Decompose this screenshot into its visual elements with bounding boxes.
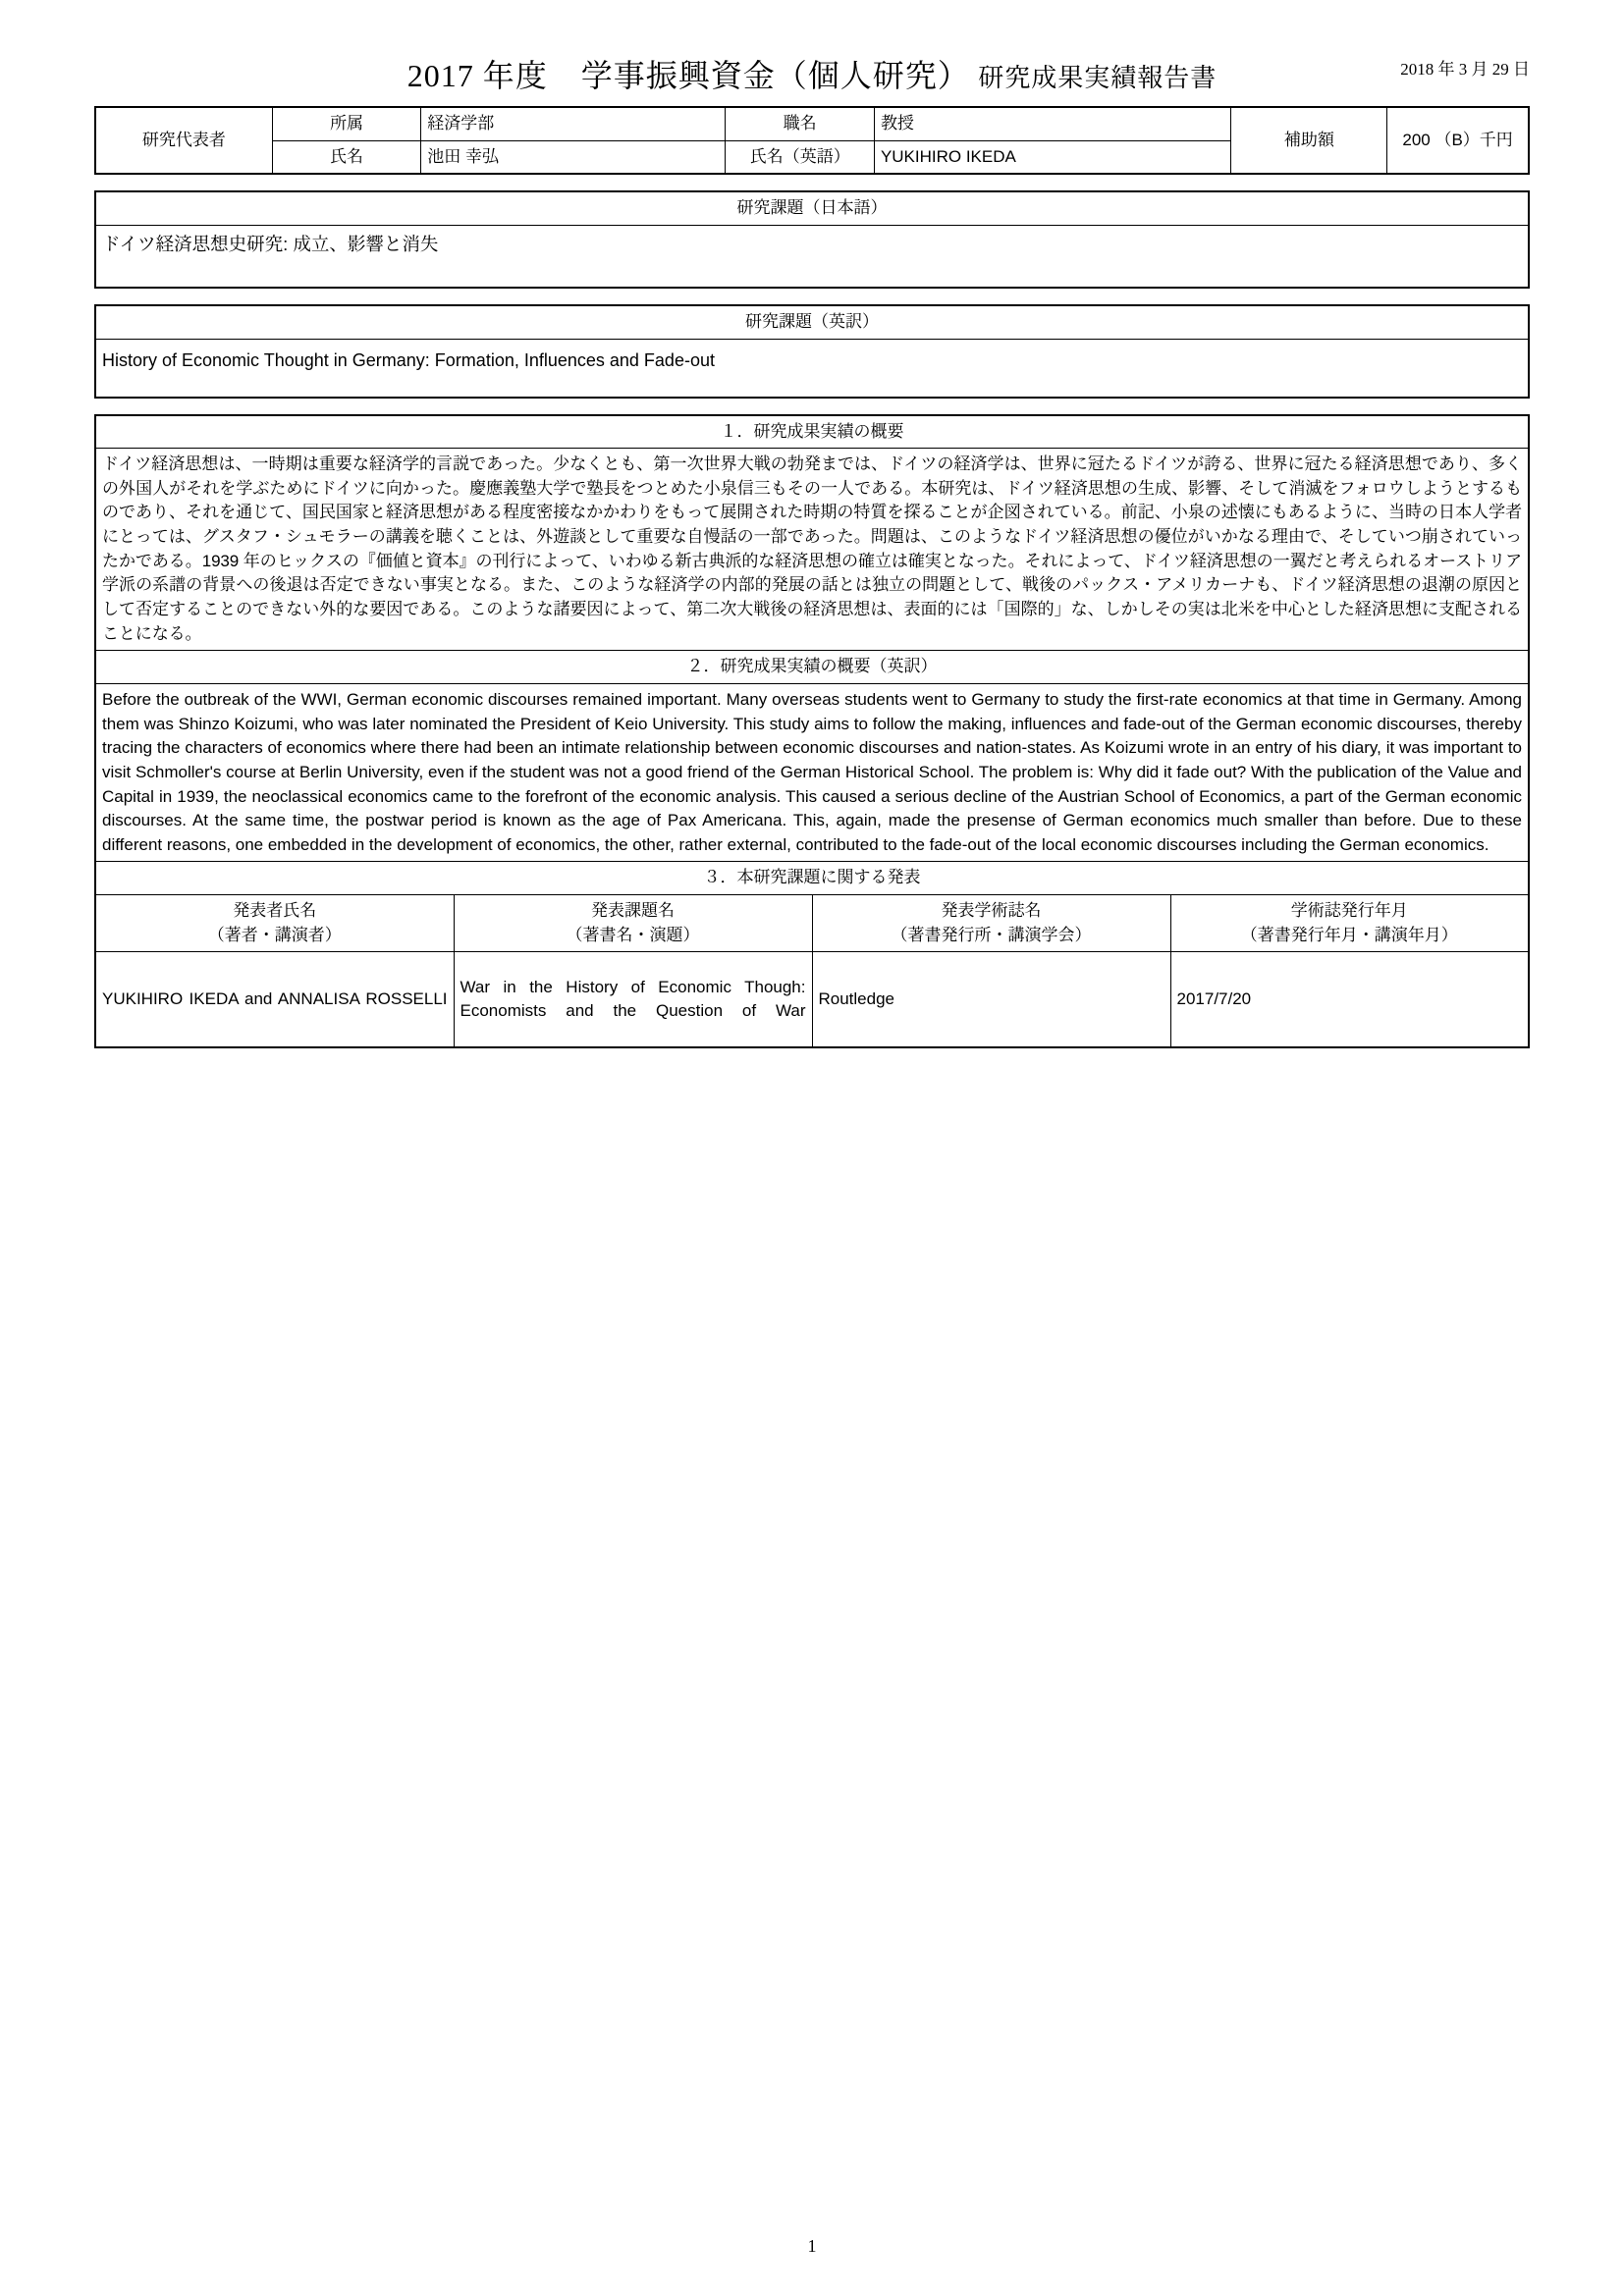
publications-col-authors (95, 895, 454, 952)
publications-col-journal-line2: （著書発行所・講演学会） (891, 925, 1092, 944)
publications-col-title (454, 895, 812, 952)
affiliation-label: 所属 (272, 107, 420, 140)
report-date: 2018 年 3 月 29 日 (1400, 60, 1530, 79)
publications-col-authors-line1: 発表者氏名 (233, 901, 317, 921)
summary-jp-heading: １．研究成果実績の概要 (95, 415, 1529, 449)
name-en-label: 氏名（英語） (726, 140, 874, 174)
publication-journal: Routledge (812, 952, 1170, 1048)
theme-jp-value: ドイツ経済思想史研究: 成立、影響と消失 (95, 225, 1529, 288)
publications-col-title-line2: （著書名・演題） (566, 925, 700, 944)
publications-col-journal (812, 895, 1170, 952)
affiliation-value: 経済学部 (421, 107, 726, 140)
name-en-value: YUKIHIRO IKEDA (874, 140, 1231, 174)
summary-en-heading: ２．研究成果実績の概要（英訳） (95, 651, 1529, 684)
publication-authors: YUKIHIRO IKEDA and ANNALISA ROSSELLI (95, 952, 454, 1048)
spacer-3 (94, 399, 1530, 414)
position-label: 職名 (726, 107, 874, 140)
publications-col-date-line1: 学術誌発行年月 (1290, 901, 1408, 921)
theme-jp-table (94, 190, 1530, 289)
name-value: 池田 幸弘 (421, 140, 726, 174)
summary-en-body: Before the outbreak of the WWI, German economic discourses remained important. Many overseas students went to Germany to study the first-rate economics at that time in Germany. Among them was Shinzo Koizumi, who was later nominated the President of Keio University. This study aims to follow the making, influences and fade-out of the German economic discourses, thereby tracing the characters of economics where there had been an intimate relationship between economic discourses and nation-states. As Koizumi wrote in an entry of his diary, it was important to visit Schmoller's course at Berlin University, even if the student was not a good friend of the German Historical School. The problem is: Why did it fade out? With the publication of the Value and Capital in 1939, the neoclassical economics came to the forefront of the economic analysis. This caused a serious decline of the Austrian School of Economics, a part of the German economic discourses. At the same time, the postwar period is known as the age of Pax Americana. This, again, made the presense of German economics much smaller than before. Due to these different reasons, one embedded in the development of economics, the other, rather external, contributed to the fade-out of the local economic discourses including the German economics. (95, 683, 1529, 861)
theme-en-heading: 研究課題（英訳） (95, 305, 1529, 339)
summary-jp-body: ドイツ経済思想は、一時期は重要な経済学的言説であった。少なくとも、第一次世界大戦の勃発までは、ドイツの経済学は、世界に冠たるドイツが誇る、世界に冠たる経済思想であり、多くの外国人がそれを学ぶためにドイツに向かった。慶應義塾大学で塾長をつとめた小泉信三もその一人である。本研究は、ドイツ経済思想の生成、影響、そして消滅をフォロウしようとするものであり、それを通じて、国民国家と経済思想がある程度密接なかかわりをもって展開された時期の特質を探ることが企図されている。前記、小泉の述懐にもあるように、当時の日本人学者にとっては、グスタフ・シュモラーの講義を聴くことは、外遊談として重要な自慢話の一部であった。問題は、このようなドイツ経済思想の優位がいかなる理由で、そしていつ崩されていったかである。1939 年のヒックスの『価値と資本』の刊行によって、いわゆる新古典派的な経済思想の確立は確実となった。それによって、ドイツ経済思想の一翼だと考えられるオーストリア学派の系譜の背景への後退は否定できない事実となる。また、このような経済学の内部的発展の話とは独立の問題として、戦後のパックス・アメリカーナも、ドイツ経済思想の退潮の原因として否定することのできない外的な要因である。このような諸要因によって、第二次大戦後の経済思想は、表面的には「国際的」な、しかしその実は北米を中心とした経済思想に支配されることになる。 (95, 449, 1529, 651)
publications-col-journal-line1: 発表学術誌名 (941, 901, 1042, 921)
spacer-2 (94, 289, 1530, 304)
page-number: 1 (807, 2236, 817, 2256)
publications-heading: ３．本研究課題に関する発表 (95, 862, 1529, 895)
title-sub: 研究成果実績報告書 (978, 64, 1218, 92)
publications-col-title-line1: 発表課題名 (591, 901, 675, 921)
theme-jp-heading: 研究課題（日本語） (95, 191, 1529, 225)
publication-title: War in the History of Economic Though: Economists and the Question of War (454, 952, 812, 1048)
spacer-1 (94, 175, 1530, 190)
theme-en-value: History of Economic Thought in Germany: Formation, Influences and Fade-out (95, 339, 1529, 398)
name-label: 氏名 (272, 140, 420, 174)
table-row (95, 952, 1529, 1048)
publication-date: 2017/7/20 (1170, 952, 1529, 1048)
page-title (94, 45, 1530, 96)
grant-label: 補助額 (1231, 107, 1387, 174)
position-value: 教授 (874, 107, 1231, 140)
representative-label: 研究代表者 (95, 107, 272, 174)
publications-col-date-line2: （著書発行年月・講演年月） (1240, 925, 1458, 944)
theme-en-table (94, 304, 1530, 399)
summary-and-publications-table (94, 414, 1530, 1049)
publications-col-date (1170, 895, 1529, 952)
representative-info-table (94, 106, 1530, 175)
title-year: 2017 年度 (406, 58, 548, 93)
title-main: 学事振興資金（個人研究） (580, 58, 970, 93)
document-header (94, 45, 1530, 106)
publications-col-authors-line2: （著者・講演者） (207, 925, 342, 944)
grant-value: 200 （B）千円 (1387, 107, 1529, 174)
